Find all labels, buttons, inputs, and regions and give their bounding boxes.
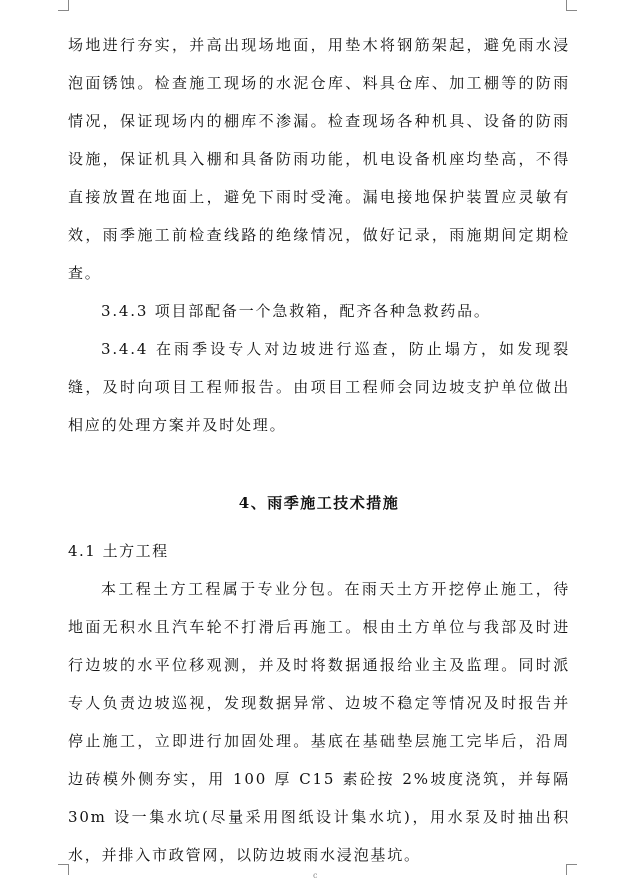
paragraph-3-4-3: 3.4.3 项目部配备一个急救箱，配齐各种急救药品。 (101, 302, 491, 320)
document-body (68, 26, 570, 874)
crop-mark-top-left (58, 0, 69, 11)
paragraph-3-4-4: 3.4.4 在雨季设专人对边坡进行巡查，防止塌方，如发现裂缝，及时向项目工程师报告。由项目工程师会同边坡支护单位做出相应的处理方案并及时处理。 (68, 340, 570, 434)
paragraph-earthwork: 本工程土方工程属于专业分包。在雨天土方开挖停止施工，待地面无积水且汽车轮不打滑后再施工。根由土方单位与我部及时进行边坡的水平位移观测，并及时将数据通报给业主及监理。同时派专人负责边坡巡视，发现数据异常、边坡不稳定等情况及时报告并停止施工，立即进行加固处理。基底在基础垫层施工完毕后，沿周边砖模外侧夯实，用 100 厚 C15 素砼按 2%坡度浇筑，并每隔 30m 设一集水坑(尽量采用图纸设计集水坑)，用水泵及时抽出积水，并排入市政管网，以防边坡雨水浸泡基坑。 (68, 580, 570, 864)
paragraph-continuation: 场地进行夯实，并高出现场地面，用垫木将钢筋架起，避免雨水浸泡面锈蚀。检查施工现场的水泥仓库、料具仓库、加工棚等的防雨情况，保证现场内的棚库不渗漏。检查现场各种机具、设备的防雨设施，保证机具入棚和具备防雨功能，机电设备机座均垫高，不得直接放置在地面上，避免下雨时受淹。漏电接地保护装置应灵敏有效，雨季施工前检查线路的绝缘情况，做好记录，雨施期间定期检查。 (68, 36, 570, 282)
crop-mark-top-right (566, 0, 577, 11)
footer-mark: c (313, 871, 318, 880)
subsection-heading: 4.1 土方工程 (68, 542, 169, 560)
section-heading: 4、雨季施工技术措施 (238, 494, 400, 512)
